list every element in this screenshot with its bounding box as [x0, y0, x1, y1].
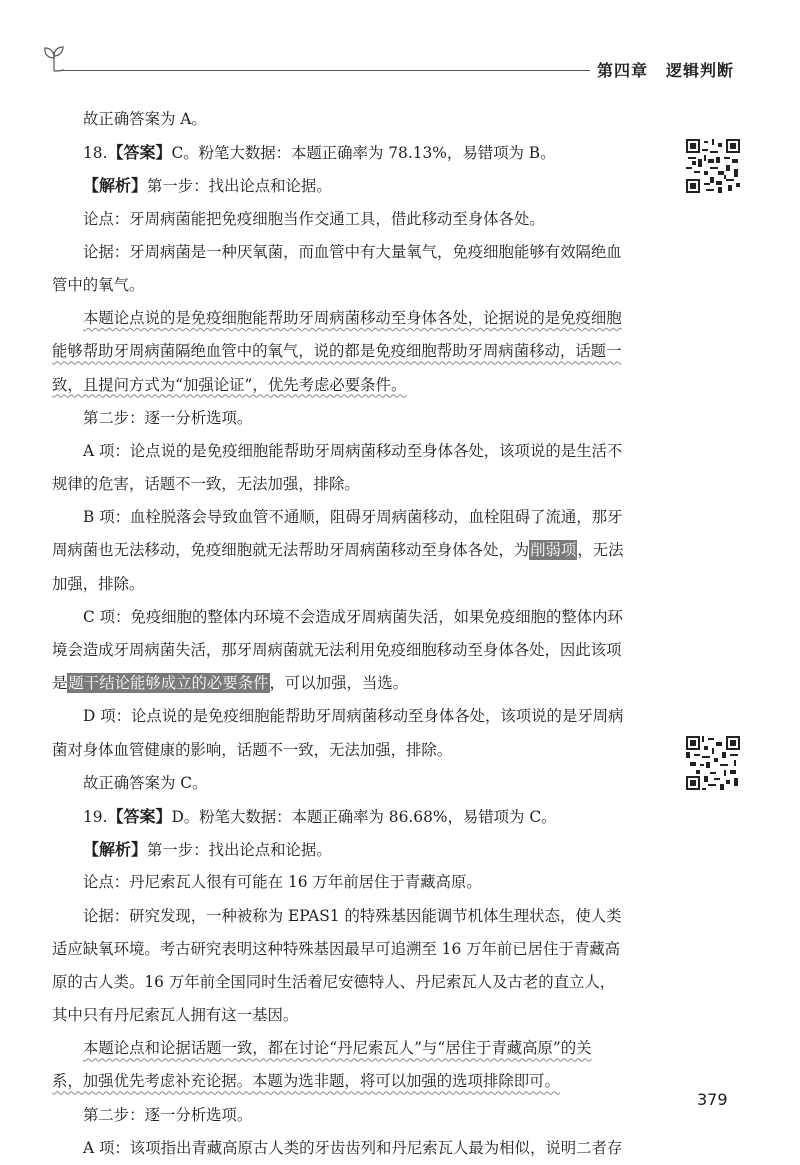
- page-number: 379: [697, 1090, 728, 1109]
- chapter-number: 第四章: [597, 61, 649, 80]
- analysis-line: [52, 833, 680, 866]
- highlighted-term: 削弱项: [530, 541, 577, 560]
- text-line: 原的古人类。16 万年前全国同时生活着尼安德特人、丹尼索瓦人及古老的直立人，: [52, 972, 616, 991]
- underlined-text: 本题论点说的是免疫细胞能帮助牙周病菌移动至身体各处，论据说的是免疫细胞: [83, 309, 622, 328]
- answer-tag: 【答案】: [107, 806, 172, 826]
- page-content: [52, 103, 680, 1165]
- page-header: [0, 0, 800, 90]
- answer-text: D。粉笔大数据：本题正确率为 86.68%，易错项为 C。: [171, 807, 557, 826]
- text-line: A 项：论点说的是免疫细胞能帮助牙周病菌移动至身体各处，该项说的是生活不: [83, 441, 623, 460]
- header-rule: [62, 70, 590, 71]
- text-line: 故正确答案为 C。: [83, 773, 208, 792]
- text-line: 论点：丹尼索瓦人很有可能在 16 万年前居住于青藏高原。: [83, 873, 482, 892]
- text-line: 论点：牙周病菌能把免疫细胞当作交通工具，借此移动至身体各处。: [83, 209, 545, 228]
- text-line: 第二步：逐一分析选项。: [83, 408, 253, 427]
- section-title: 逻辑判断: [666, 61, 735, 80]
- text-segment: 周病菌也无法移动，免疫细胞就无法帮助牙周病菌移动至身体各处，为: [52, 541, 530, 560]
- analysis-line: [52, 169, 680, 202]
- underlined-text: 能够帮助牙周病菌隔绝血管中的氧气，说的都是免疫细胞帮助牙周病菌移动，话题一: [52, 342, 622, 361]
- text-line: B 项：血栓脱落会导致血管不通顺，阻碍牙周病菌移动，血栓阻碍了流通，那牙: [83, 508, 623, 527]
- qr-code-icon: [686, 139, 740, 193]
- text-line: 故正确答案为 A。: [83, 110, 207, 128]
- text-line: 加强，排除。: [52, 574, 145, 593]
- text-line: 适应缺氧环境。考古研究表明这种特殊基因最早可追溯至 16 万年前已居住于青藏高: [52, 939, 621, 958]
- text-line: [52, 667, 680, 700]
- analysis-text: 第一步：找出论点和论据。: [147, 177, 332, 196]
- underlined-line: [52, 335, 680, 368]
- chapter-title: [597, 58, 734, 81]
- underlined-text: 致，且提问方式为“加强论证”，优先考虑必要条件。: [52, 375, 407, 394]
- answer-text: C。粉笔大数据：本题正确率为 78.13%，易错项为 B。: [171, 144, 556, 163]
- answer-line: [52, 136, 680, 169]
- text-line: 境会造成牙周病菌失活，那牙周病菌就无法利用免疫细胞移动至身体各处，因此该项: [52, 641, 622, 659]
- question-number: 18.: [83, 144, 108, 163]
- text-line: 第二步：逐一分析选项。: [83, 1105, 253, 1124]
- text-line: 管中的氧气。: [52, 275, 145, 294]
- underlined-line: [52, 369, 680, 402]
- analysis-tag: 【解析】: [83, 840, 148, 860]
- text-line: [52, 534, 680, 567]
- text-line: 其中只有丹尼索瓦人拥有这一基因。: [52, 1006, 299, 1025]
- text-line: 论据：牙周病菌是一种厌氧菌，而血管中有大量氧气，免疫细胞能够有效隔绝血: [83, 242, 622, 261]
- answer-tag: 【答案】: [107, 143, 172, 163]
- highlighted-term: 题干结论能够成立的必要条件: [68, 674, 269, 693]
- text-line: A 项：该项指出青藏高原古人类的牙齿齿列和丹尼索瓦人最为相似，说明二者存: [83, 1138, 623, 1157]
- text-line: 规律的危害，话题不一致，无法加强，排除。: [52, 475, 360, 494]
- text-segment: 是: [52, 674, 68, 693]
- question-number: 19.: [83, 807, 108, 826]
- underlined-text: 本题论点和论据话题一致，都在讨论“丹尼索瓦人”与“居住于青藏高原”的关: [83, 1039, 592, 1058]
- text-line: C 项：免疫细胞的整体内环境不会造成牙周病菌失活，如果免疫细胞的整体内环: [83, 607, 623, 626]
- analysis-tag: 【解析】: [83, 176, 148, 196]
- underlined-text: 系，加强优先考虑补充论据。本题为选非题，将可以加强的选项排除即可。: [52, 1072, 560, 1091]
- text-line: 论据：研究发现，一种被称为 EPAS1 的特殊基因能调节机体生理状态，使人类: [83, 906, 622, 925]
- analysis-text: 第一步：找出论点和论据。: [147, 841, 332, 860]
- text-line: 菌对身体血管健康的影响，话题不一致，无法加强，排除。: [52, 740, 453, 759]
- underlined-line: [52, 1032, 680, 1065]
- underlined-line: [52, 302, 680, 335]
- text-segment: ，无法: [577, 541, 624, 560]
- qr-code-icon: [686, 736, 740, 790]
- text-segment: ，可以加强，当选。: [269, 674, 409, 693]
- underlined-line: [52, 1065, 680, 1098]
- answer-line: [52, 800, 680, 833]
- text-line: D 项：论点说的是免疫细胞能帮助牙周病菌移动至身体各处，该项说的是牙周病: [83, 707, 624, 726]
